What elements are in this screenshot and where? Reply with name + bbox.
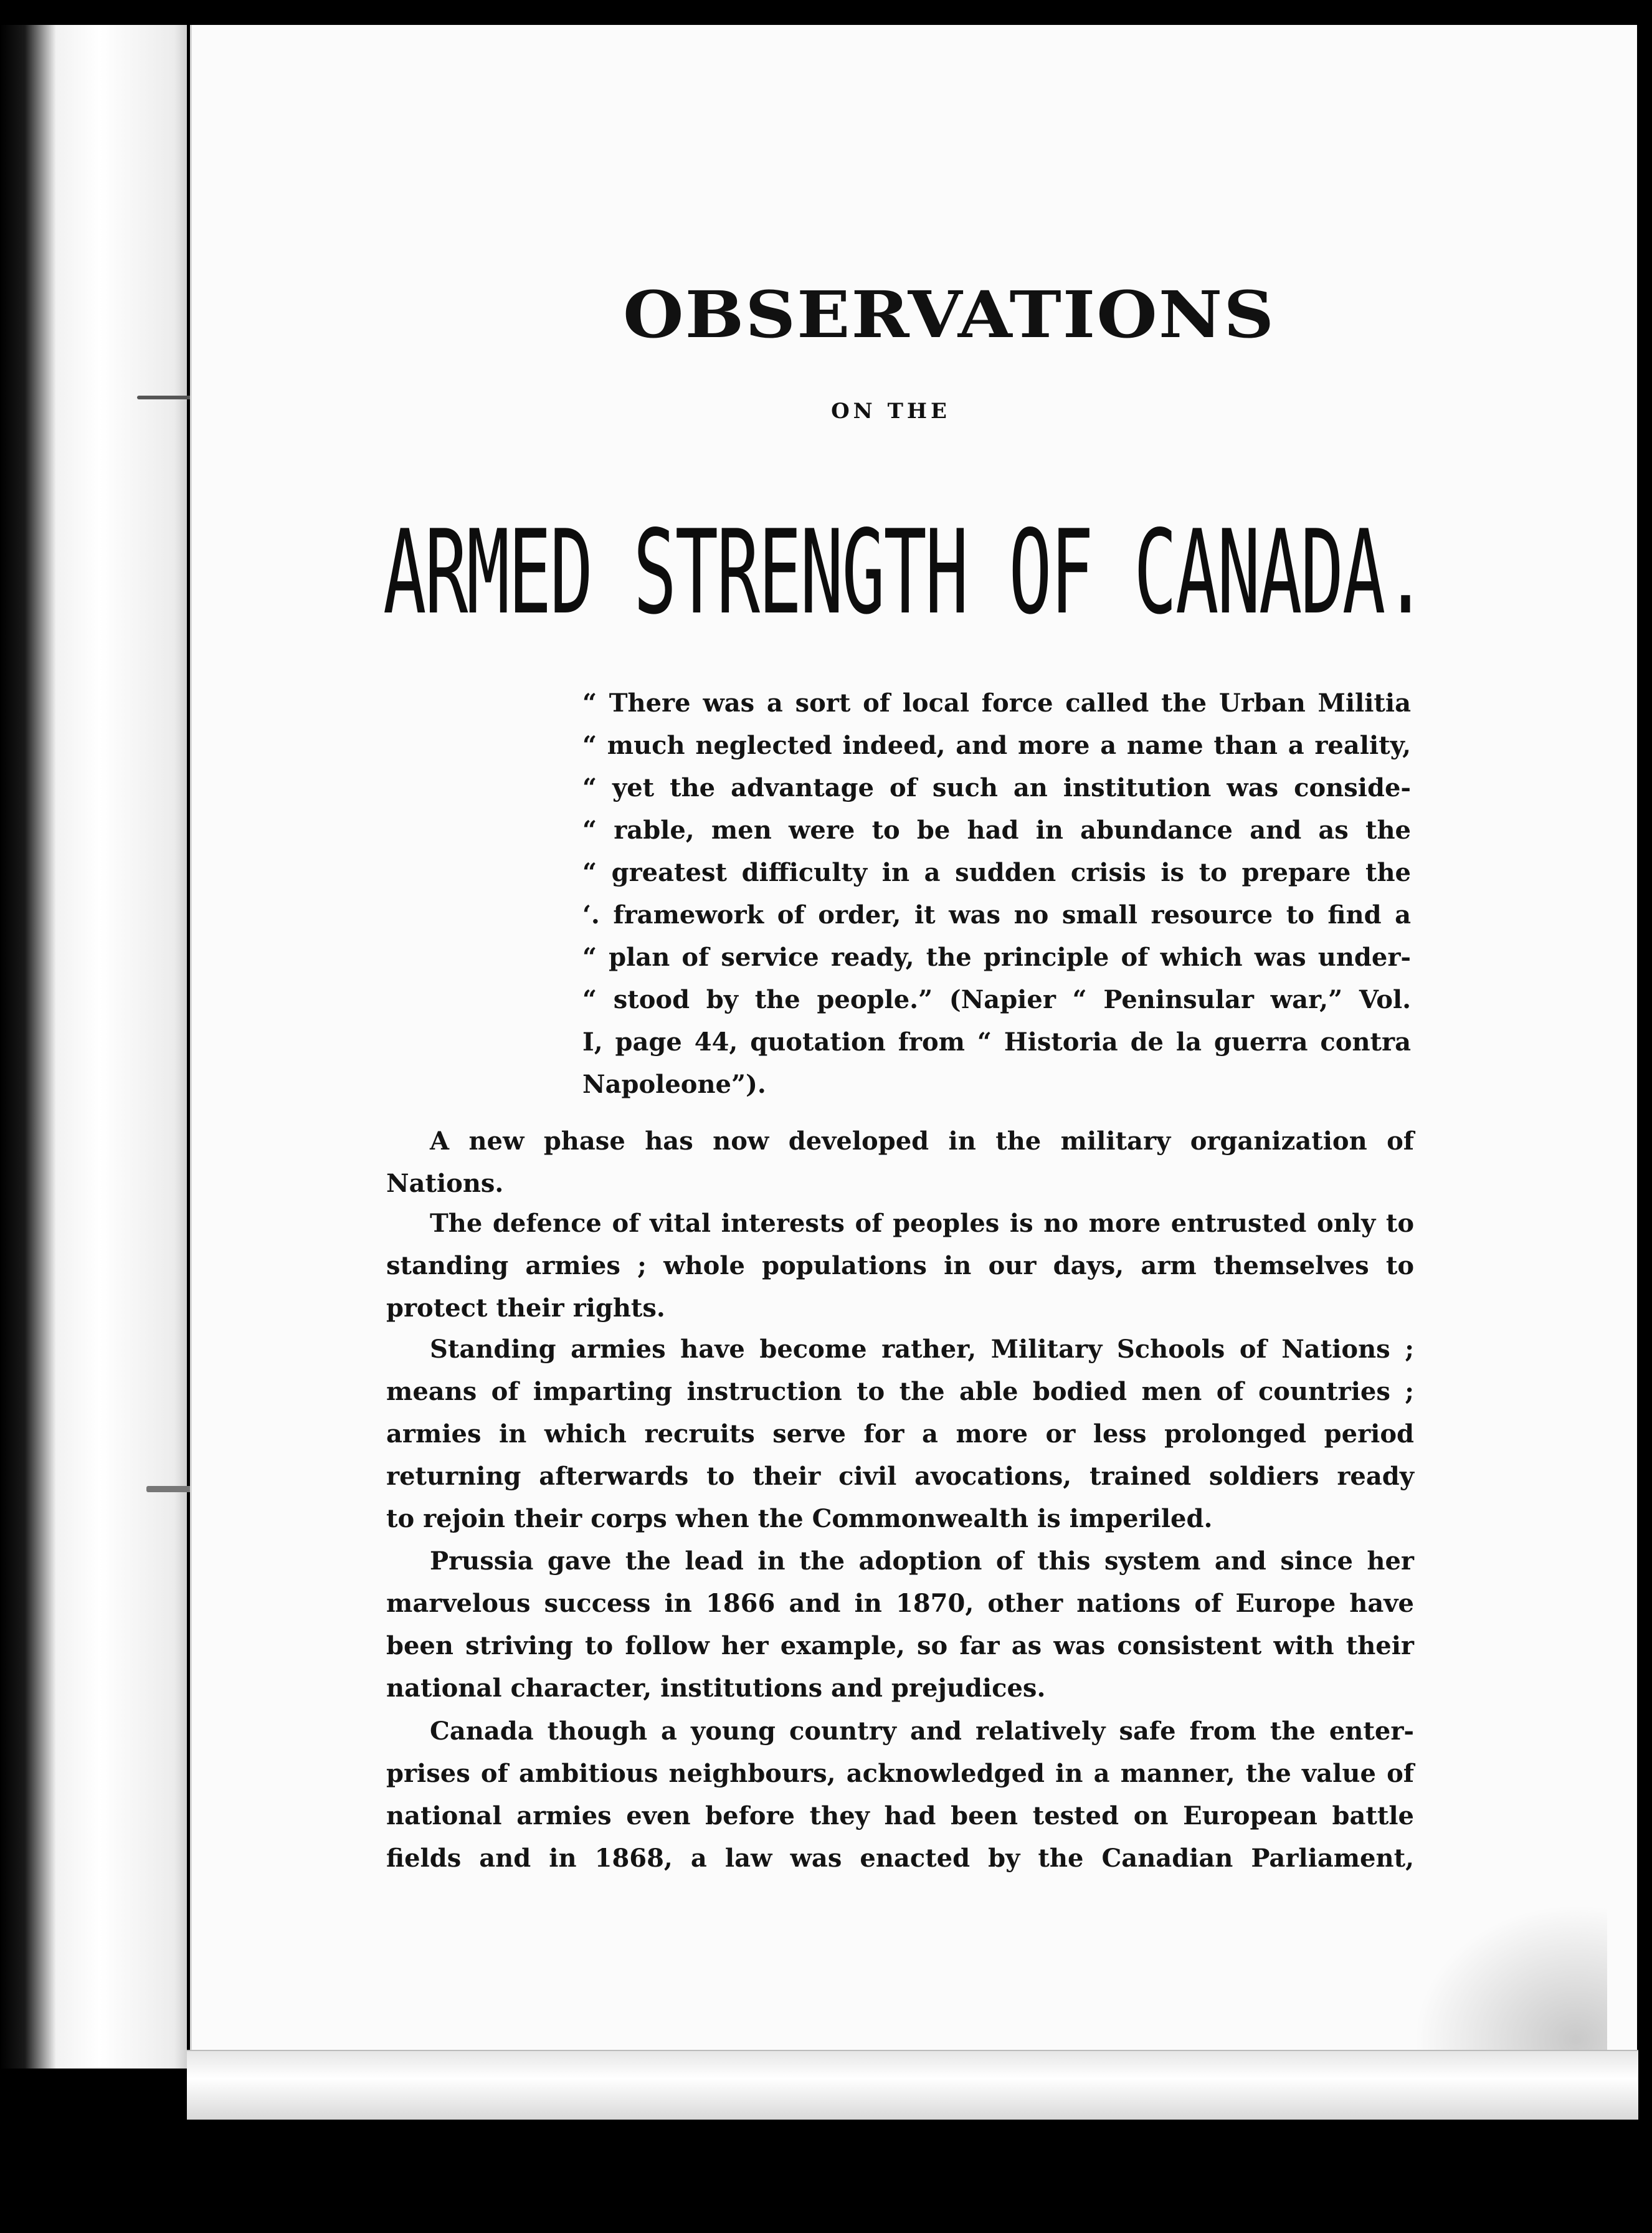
epigraph-line: “ rable, men were to be had in abundance and as the xyxy=(582,816,1411,845)
page-corner-shadow xyxy=(1402,1894,1607,2056)
paragraph-1 xyxy=(386,1120,1414,1205)
paragraph-3 xyxy=(386,1328,1414,1540)
paragraph-line: Prussia gave the lead in the adoption of this system and since her xyxy=(430,1546,1414,1576)
epigraph-line: “ There was a sort of local force called the Urban Militia xyxy=(582,688,1411,718)
epigraph-line: “ greatest difficulty in a sudden crisis is to prepare the xyxy=(582,858,1411,887)
paragraph-line: standing armies ; whole populations in our days, arm themselves to xyxy=(386,1251,1414,1280)
paragraph-line: Nations. xyxy=(386,1169,504,1198)
paragraph-line: returning afterwards to their civil avocations, trained soldiers ready xyxy=(386,1462,1414,1491)
paragraph-line: national character, institutions and prejudices. xyxy=(386,1674,1046,1703)
book-spine xyxy=(0,25,187,2069)
paragraph-line: armies in which recruits serve for a more or less prolonged period xyxy=(386,1419,1414,1449)
paragraph-line: been striving to follow her example, so far as was consistent with their xyxy=(386,1631,1414,1660)
paragraph-line: means of imparting instruction to the able bodied men of countries ; xyxy=(386,1377,1414,1406)
epigraph-line: “ yet the advantage of such an institution was conside- xyxy=(582,773,1411,802)
paragraph-2 xyxy=(386,1202,1414,1330)
paragraph-line: A new phase has now developed in the military organization of xyxy=(430,1126,1414,1156)
epigraph xyxy=(582,682,1411,1106)
document-title: OBSERVATIONS xyxy=(623,277,1276,353)
epigraph-line: “ much neglected indeed, and more a name than a reality, xyxy=(582,731,1411,760)
epigraph-line: Napoleone”). xyxy=(582,1070,766,1099)
epigraph-line: “ plan of service ready, the principle of which was under- xyxy=(582,943,1411,972)
paragraph-line: national armies even before they had been tested on European battle xyxy=(386,1801,1414,1831)
page-bottom-edge xyxy=(187,2050,1638,2120)
paragraph-line: Canada though a young country and relatively safe from the enter- xyxy=(430,1716,1414,1746)
document-subtitle: ON THE xyxy=(831,399,951,424)
show-through-text xyxy=(349,224,356,246)
epigraph-line: ‘. framework of order, it was no small resource to find a xyxy=(582,900,1411,930)
epigraph-line: I, page 44, quotation from “ Historia de la guerra contra xyxy=(582,1027,1411,1057)
paragraph-5 xyxy=(386,1710,1414,1880)
paragraph-line: marvelous success in 1866 and in 1870, other nations of Europe have xyxy=(386,1589,1414,1618)
paragraph-line: to rejoin their corps when the Commonwealth is imperiled. xyxy=(386,1504,1213,1533)
paragraph-line: The defence of vital interests of peoples is no more entrusted only to xyxy=(430,1209,1414,1238)
paragraph-line: prises of ambitious neighbours, acknowledged in a manner, the value of xyxy=(386,1759,1414,1788)
paragraph-line: protect their rights. xyxy=(386,1293,665,1323)
document-headline: ARMED STRENGTH OF CANADA. xyxy=(383,505,1426,640)
paragraph-line: Standing armies have become rather, Military Schools of Nations ; xyxy=(430,1335,1414,1364)
paragraph-line: fields and in 1868, a law was enacted by the Canadian Parliament, xyxy=(386,1844,1414,1873)
paragraph-4 xyxy=(386,1540,1414,1710)
epigraph-line: “ stood by the people.” (Napier “ Peninsular war,” Vol. xyxy=(582,985,1411,1014)
